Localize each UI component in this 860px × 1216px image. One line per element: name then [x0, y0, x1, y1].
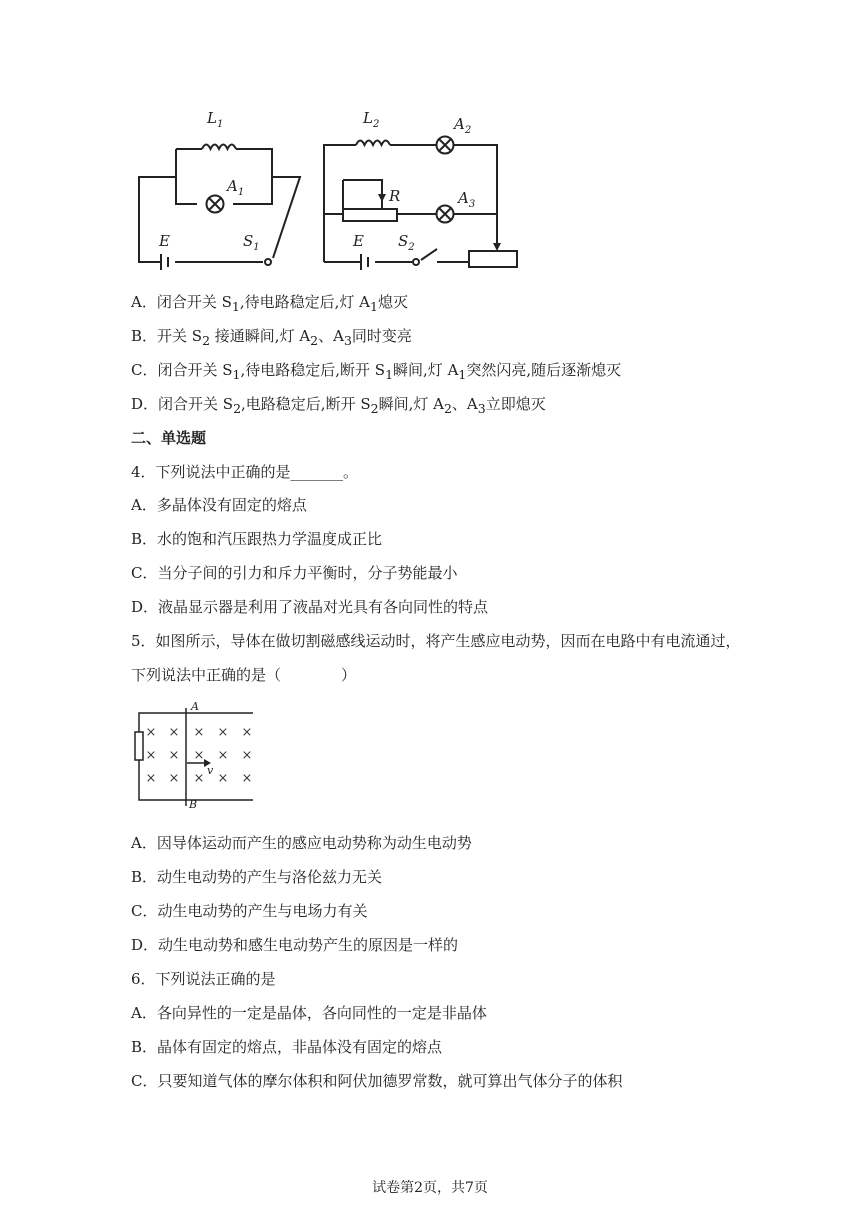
q5-option-b: B．动生电动势的产生与洛伦兹力无关: [131, 868, 383, 886]
svg-text:×: ×: [168, 748, 180, 763]
svg-text:×: ×: [217, 771, 229, 786]
svg-text:×: ×: [145, 725, 157, 740]
label-b: B: [189, 798, 198, 808]
label-v: v: [207, 764, 214, 777]
label-a1: $A_1$: [227, 177, 245, 198]
label-r: R: [389, 187, 401, 205]
q3-option-d: D．闭合开关 $S_2$,电路稳定后,断开 $S_2$瞬间,灯 $A_2$、$A_3$立即熄灭: [131, 395, 546, 416]
label-a: A: [191, 700, 199, 713]
circuit-figure: [131, 105, 526, 275]
q5-stem-line1: 5．如图所示，导体在做切割磁感线运动时，将产生感应电动势，因而在电路中有电流通过，: [131, 632, 741, 650]
svg-text:×: ×: [241, 748, 253, 763]
q3-option-b: B．开关 $S_2$ 接通瞬间,灯 $A_2$、$A_3$同时变亮: [131, 327, 412, 348]
q3-option-a: A．闭合开关 $S_1$,待电路稳定后,灯 $A_1$熄灭: [131, 293, 408, 314]
q5-option-a: A．因导体运动而产生的感应电动势称为动生电动势: [131, 834, 472, 852]
section-title: 二、单选题: [131, 429, 207, 447]
q5-stem-line2: 下列说法中正确的是（ ）: [131, 666, 357, 684]
svg-text:×: ×: [193, 725, 205, 740]
svg-text:×: ×: [145, 771, 157, 786]
label-e-right: E: [353, 232, 364, 250]
label-a2: $A_2$: [454, 115, 472, 136]
q4-option-d: D．液晶显示器是利用了液晶对光具有各向同性的特点: [131, 598, 489, 616]
q6-option-c: C．只要知道气体的摩尔体积和阿伏加德罗常数，就可算出气体分子的体积: [131, 1072, 623, 1090]
q3-option-c: C．闭合开关 $S_1$,待电路稳定后,断开 $S_1$瞬间,灯 $A_1$突然闪亮,随后逐渐熄灭: [131, 361, 622, 382]
svg-text:×: ×: [217, 725, 229, 740]
q4-option-a: A．多晶体没有固定的熔点: [131, 496, 307, 514]
q6-option-a: A．各向异性的一定是晶体，各向同性的一定是非晶体: [131, 1004, 487, 1022]
label-a3: $A_3$: [458, 189, 476, 210]
q4-stem: 4．下列说法中正确的是_______。: [131, 463, 359, 481]
q4-option-b: B．水的饱和汽压跟热力学温度成正比: [131, 530, 383, 548]
q6-option-b: B．晶体有固定的熔点，非晶体没有固定的熔点: [131, 1038, 443, 1056]
label-e-left: E: [159, 232, 170, 250]
svg-text:×: ×: [145, 748, 157, 763]
label-l2: $L_2$: [363, 109, 380, 130]
svg-text:×: ×: [217, 748, 229, 763]
svg-text:×: ×: [241, 725, 253, 740]
q6-stem: 6．下列说法正确的是: [131, 970, 276, 988]
conductor-field-figure: [131, 700, 259, 808]
label-s2: $S_2$: [398, 232, 415, 253]
svg-text:×: ×: [193, 748, 205, 763]
q5-option-c: C．动生电动势的产生与电场力有关: [131, 902, 368, 920]
svg-text:×: ×: [168, 771, 180, 786]
svg-text:×: ×: [168, 725, 180, 740]
svg-text:×: ×: [193, 771, 205, 786]
q4-option-c: C．当分子间的引力和斥力平衡时，分子势能最小: [131, 564, 458, 582]
q5-option-d: D．动生电动势和感生电动势产生的原因是一样的: [131, 936, 459, 954]
label-s1: $S_1$: [243, 232, 260, 253]
label-l1: $L_1$: [207, 109, 224, 130]
svg-text:×: ×: [241, 771, 253, 786]
page-footer: 试卷第2页，共7页: [372, 1180, 488, 1196]
